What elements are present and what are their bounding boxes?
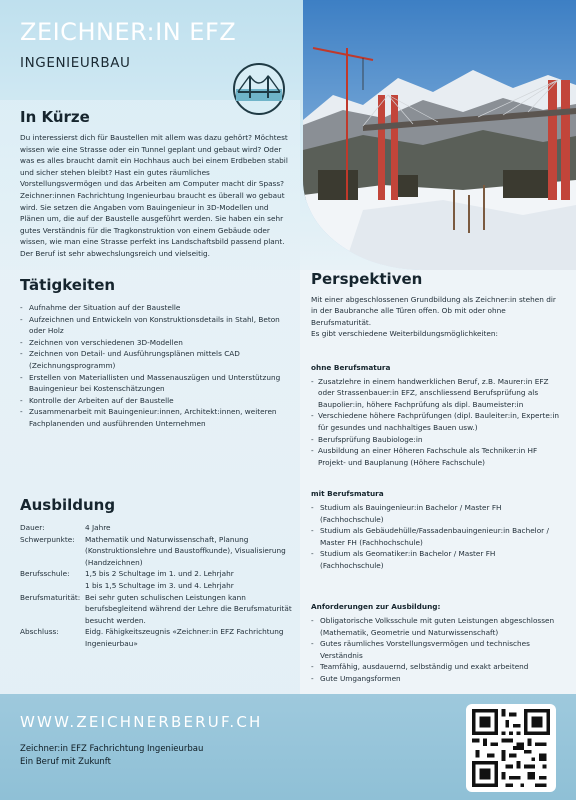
table-row	[20, 626, 295, 649]
intro-text: Du interessierst dich für Baustellen mit allem was dazu gehört? Möchtest wissen wie eine Strasse oder ein Tunnel geplant und gebaut wird? Oder was es alles braucht damit ein Hochhaus auch bei einem Erdbeben stabil und sicher stehen bleibt? Hast ein gutes räumliches Vorstellungsvermögen und das Arbeiten am Computer macht dir Spass? Zeichner:innen Fachrichtung Ingenieurbau braucht es überall wo gebaut wird. Sie setzen die Angaben vom Bauingenieur in 3D-Modellen und Plänen um, die auf der Baustelle ausgeführt werden. Sie haben ein sehr gutes Verständnis für die Tragkonstruktion von einem Gebäude oder wissen, wie man eine Strasse perfekt ins Landschaftsbild passend plant. Der Beruf ist sehr abwechslungsreich und vielseitig.	[20, 133, 288, 258]
list-item: - Aufnahme der Situation auf der Baustelle	[20, 302, 285, 314]
row-value: 4 Jahre	[85, 523, 111, 532]
row-value: Eidg. Fähigkeitszeugnis «Zeichner:in EFZ Fachrichtung Ingenieurbau»	[85, 627, 284, 648]
website-link[interactable]: WWW.ZEICHNERBERUF.CH	[20, 713, 263, 731]
intro-section	[20, 108, 292, 260]
list-item: - Studium als Geomatiker:in Bachelor / Master FH (Fachhochschule)	[311, 548, 559, 571]
list-item: - Gutes räumliches Vorstellungsvermögen und technisches Verständnis	[311, 638, 559, 661]
anforderungen-list	[311, 615, 559, 685]
bridge-construction-photo	[303, 0, 576, 270]
perspektiven-section	[311, 270, 559, 685]
row-value: Bei sehr guten schulischen Leistungen kann berufsbegleitend während der Lehre die Berufsmaturität besucht werden.	[85, 592, 292, 625]
mit-berufsmatura-list	[311, 502, 559, 572]
list-item: - Zeichnen von Detail- und Ausführungsplänen mittels CAD (Zeichnungsprogramm)	[20, 348, 285, 371]
perspektiven-intro: Mit einer abgeschlossenen Grundbildung als Zeichner:in stehen dir in der Baubranche alle Türen offen. Ob mit oder ohne Berufsmaturität.	[311, 294, 556, 327]
table-row	[20, 522, 295, 534]
list-item: - Zusammenarbeit mit Bauingenieur:innen, Architekt:innen, weiteren Fachplanenden und ausführenden Unternehmen	[20, 406, 285, 429]
list-item: - Kontrolle der Arbeiten auf der Baustelle	[20, 395, 285, 407]
row-value: 1 bis 1,5 Schultage im 3. und 4. Lehrjahr	[85, 580, 234, 590]
list-item: - Studium als Gebäudehülle/Fassadenbauingenieur:in Bachelor / Master FH (Fachhochschule)	[311, 525, 559, 548]
ausbildung-heading: Ausbildung	[20, 496, 116, 514]
footer-line-1: Zeichner:in EFZ Fachrichtung Ingenieurbau	[20, 744, 204, 754]
ohne-berufsmatura-list	[311, 376, 559, 469]
table-row	[20, 592, 295, 627]
page-subtitle: INGENIEURBAU	[20, 55, 131, 71]
perspektiven-heading: Perspektiven	[311, 270, 423, 288]
taetigkeiten-list	[20, 302, 285, 430]
table-row	[20, 568, 295, 580]
ausbildung-table	[20, 522, 295, 650]
list-item: - Erstellen von Materiallisten und Massenauszügen und Unterstützung Bauingenieur bei Kostenschätzungen	[20, 372, 285, 395]
list-item: - Teamfähig, ausdauernd, selbständig und exakt arbeitend	[311, 661, 559, 673]
row-key: Berufsmaturität:	[20, 592, 81, 602]
page-title: ZEICHNER:IN EFZ	[20, 18, 237, 46]
ausbildung-section	[20, 496, 295, 650]
anforderungen-heading: Anforderungen zur Ausbildung:	[311, 602, 441, 612]
row-key: Dauer:	[20, 523, 45, 532]
row-value: 1,5 bis 2 Schultage im 1. und 2. Lehrjahr	[85, 569, 234, 579]
mit-berufsmatura-heading: mit Berufsmatura	[311, 489, 384, 499]
taetigkeiten-section	[20, 276, 285, 430]
list-item: - Ausbildung an einer Höheren Fachschule als Techniker:in HF Projekt- und Bauplanung (Höhere Fachschule)	[311, 445, 559, 468]
list-item: - Zeichnen von verschiedenen 3D-Modellen	[20, 337, 285, 349]
list-item: - Gute Umgangsformen	[311, 673, 559, 685]
list-item: - Berufsprüfung Baubiologe:in	[311, 434, 559, 446]
list-item: - Verschiedene höhere Fachprüfungen (dipl. Bauleiter:in, Experte:in für gesundes und nachhaltiges Bauen usw.)	[311, 410, 559, 433]
table-row	[20, 580, 295, 592]
list-item: - Zusatzlehre in einem handwerklichen Beruf, z.B. Maurer:in EFZ oder Strassenbauer:in EFZ, anschliessend Berufsprüfung als Baupolier:in, höhere Fachprüfung als dipl. Baumeister:in	[311, 376, 559, 411]
taetigkeiten-heading: Tätigkeiten	[20, 276, 116, 294]
intro-heading: In Kürze	[20, 108, 90, 126]
row-key	[20, 580, 85, 592]
qr-code-icon	[466, 704, 556, 792]
ohne-berufsmatura-heading: ohne Berufsmatura	[311, 362, 391, 372]
row-key: Schwerpunkte:	[20, 534, 75, 544]
perspektiven-intro-2: Es gibt verschiedene Weiterbildungsmöglichkeiten:	[311, 329, 498, 339]
row-key: Abschluss:	[20, 627, 59, 637]
footer-line-2: Ein Beruf mit Zukunft	[20, 757, 111, 767]
list-item: - Studium als Bauingenieur:in Bachelor / Master FH (Fachhochschule)	[311, 502, 559, 525]
list-item: - Aufzeichnen und Entwickeln von Konstruktionsdetails in Stahl, Beton oder Holz	[20, 314, 285, 337]
list-item: - Obligatorische Volksschule mit guten Leistungen abgeschlossen (Mathematik, Geometrie und Naturwissenschaft)	[311, 615, 559, 638]
row-value: Mathematik und Naturwissenschaft, Planung (Konstruktionslehre und Baustoffkunde), Visualisierung (Handzeichnen)	[85, 534, 286, 567]
row-key: Berufsschule:	[20, 569, 70, 579]
table-row	[20, 534, 295, 569]
